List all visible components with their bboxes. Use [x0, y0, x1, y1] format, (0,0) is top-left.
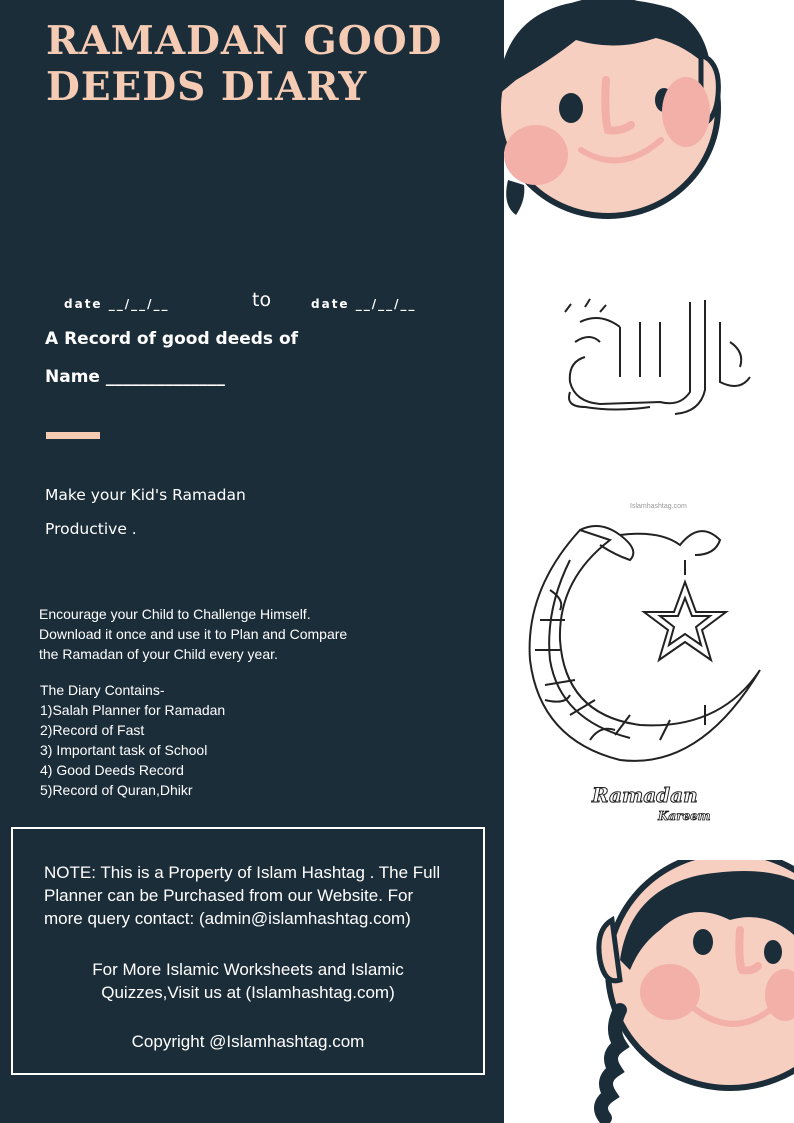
contents-heading: The Diary Contains-: [40, 682, 165, 698]
list-item: 3) Important task of School: [40, 742, 208, 758]
note-line: Planner can be Purchased from our Website. For: [44, 886, 414, 905]
name-line: Name ______________: [45, 367, 225, 387]
record-line: A Record of good deeds of: [45, 329, 299, 349]
note-box: [11, 827, 485, 1075]
crescent-star-illustration: [520, 500, 780, 825]
encourage-text: [39, 604, 479, 664]
kid-face-bottom-illustration: [590, 860, 794, 1123]
encourage-line: Encourage your Child to Challenge Himself.: [39, 606, 311, 622]
more-line: For More Islamic Worksheets and Islamic: [92, 960, 404, 979]
contents-list: [40, 680, 480, 800]
calligraphy-illustration: [540, 282, 765, 427]
kid-face-top-illustration: [496, 0, 794, 225]
more-text: [13, 958, 483, 1004]
date-from: date __/__/__: [64, 297, 170, 311]
note-line: NOTE: This is a Property of Islam Hashtag . The Full: [44, 863, 441, 882]
logo-text-kareem: Kareem: [658, 809, 711, 823]
more-line: Quizzes,Visit us at (Islamhashtag.com): [101, 983, 395, 1002]
note-line: more query contact: (admin@islamhashtag.com): [44, 909, 411, 928]
note-text: [44, 861, 440, 930]
tagline-line-2: Productive .: [45, 520, 137, 538]
encourage-line: the Ramadan of your Child every year.: [39, 646, 278, 662]
date-to-word: to: [252, 289, 272, 311]
tagline-line-1: Make your Kid's Ramadan: [45, 486, 246, 504]
list-item: 1)Salah Planner for Ramadan: [40, 702, 226, 718]
encourage-line: Download it once and use it to Plan and Compare: [39, 626, 348, 642]
list-item: 4) Good Deeds Record: [40, 762, 184, 778]
copyright: Copyright @Islamhashtag.com: [131, 1032, 365, 1051]
date-to: date __/__/__: [311, 297, 417, 311]
list-item: 2)Record of Fast: [40, 722, 145, 738]
list-item: 5)Record of Quran,Dhikr: [40, 782, 193, 798]
accent-bar: [46, 432, 100, 439]
watermark-text: Islamhashtag.com: [630, 503, 687, 510]
logo-text-ramadan: Ramadan: [592, 783, 698, 807]
page-title: RAMADAN GOOD DEEDS DIARY: [46, 18, 443, 110]
